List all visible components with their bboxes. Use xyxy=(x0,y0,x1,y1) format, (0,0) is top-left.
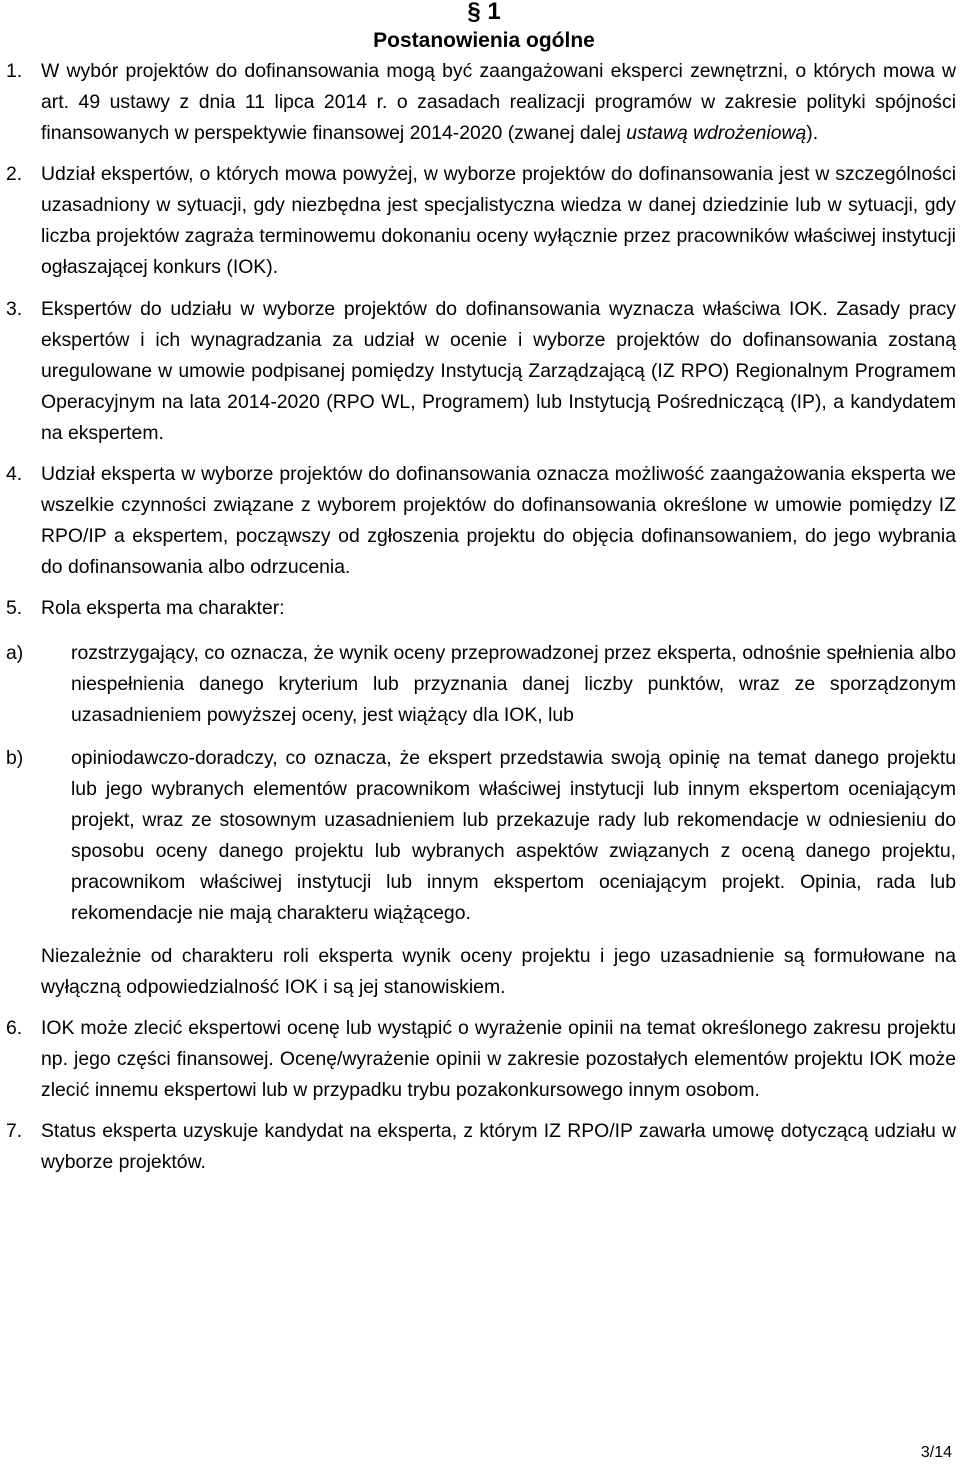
list-item-5 xyxy=(6,593,956,624)
section-title: Postanowienia ogólne xyxy=(373,29,595,52)
list-item-4 xyxy=(6,459,956,583)
item-number: 2. xyxy=(6,163,23,185)
item-text: Ekspertów do udziału w wyborze projektów do dofinansowania wyznacza właściwa IOK. Zasady pracy ekspertów i ich wynagradzania za udział w ocenie i wyborze projektów do dofinansowania zostaną uregulowane w umowie podpisanej pomiędzy Instytucją Zarządzającą (IZ RPO) Regionalnym Programem Operacyjnym na lata 2014-2020 (RPO WL, Programem) lub Instytucją Pośredniczącą (IP), a kandydatem na ekspertem. xyxy=(41,298,956,444)
item-number: 6. xyxy=(6,1017,23,1039)
item-number: 7. xyxy=(6,1120,23,1142)
sub-item-label: b) xyxy=(6,747,24,769)
item-text-end: ). xyxy=(806,122,819,144)
item-text: Udział eksperta w wyborze projektów do dofinansowania oznacza możliwość zaangażowania eksperta we wszelkie czynności związane z wyborem projektów do dofinansowania określone w umowie pomiędzy IZ RPO/IP a ekspertem, począwszy od zgłoszenia projektu do objęcia dofinansowaniem, do jego wybrania do dofinansowania albo odrzucenia. xyxy=(41,463,956,578)
item-text: IOK może zlecić ekspertowi ocenę lub wystąpić o wyrażenie opinii na temat określonego zakresu projektu np. jego części finansowej. Ocenę/wyrażenie opinii w zakresie pozostałych elementów projektu IOK może zlecić innemu ekspertowi lub w przypadku trybu pozakonkursowego innym osobom. xyxy=(41,1017,956,1101)
item-text: Rola eksperta ma charakter: xyxy=(41,597,285,619)
closing-paragraph: Niezależnie od charakteru roli eksperta wynik oceny projektu i jego uzasadnienie są formułowane na wyłączną odpowiedzialność IOK i są jej stanowiskiem. xyxy=(41,945,956,998)
list-item-6 xyxy=(6,1013,956,1106)
section-number: § 1 xyxy=(467,0,501,25)
item-number: 1. xyxy=(6,60,23,82)
item-italic-text: ustawą wdrożeniową xyxy=(626,122,807,144)
item-text: W wybór projektów do dofinansowania mogą być zaangażowani eksperci zewnętrzni, o których mowa w art. 49 ustawy z dnia 11 lipca 2014 r. o zasadach realizacji programów w zakresie polityki spójności finansowanych w perspektywie finansowej 2014-2020 (zwanej dalej xyxy=(41,60,956,144)
document-body xyxy=(6,56,956,1188)
sub-item-label: a) xyxy=(6,642,24,664)
sub-item-text: opiniodawczo-doradczy, co oznacza, że ekspert przedstawia swoją opinię na temat danego projektu lub jego wybranych elementów pracownikom właściwej instytucji lub innym ekspertom oceniającym projekt, wraz ze stosownym uzasadnieniem lub przekazuje rady lub rekomendacje w odniesieniu do sposobu oceny danego projektu lub wybranych aspektów związanych z oceną danego projektu, pracownikom właściwej instytucji lub innym ekspertom oceniającym projekt. Opinia, rada lub rekomendacje nie mają charakteru wiążącego. xyxy=(71,747,956,924)
list-item-3 xyxy=(6,294,956,449)
list-item-1 xyxy=(6,56,956,149)
item-text: Status eksperta uzyskuje kandydat na eksperta, z którym IZ RPO/IP zawarła umowę dotyczącą udziału w wyborze projektów. xyxy=(41,1120,956,1173)
sub-item-a xyxy=(6,638,956,731)
sub-item-b xyxy=(6,743,956,929)
list-item-7 xyxy=(6,1116,956,1178)
list-item-2 xyxy=(6,159,956,283)
sub-item-text: rozstrzygający, co oznacza, że wynik oceny przeprowadzonej przez eksperta, odnośnie spełnienia albo niespełnienia danego kryterium lub przyznania danej liczby punktów, wraz ze sporządzonym uzasadnieniem powyższej oceny, jest wiążący dla IOK, lub xyxy=(71,642,956,726)
item-text: Udział ekspertów, o których mowa powyżej, w wyborze projektów do dofinansowania jest w szczególności uzasadniony w sytuacji, gdy niezbędna jest specjalistyczna wiedza w danej dziedzinie lub w sytuacji, gdy liczba projektów zagraża terminowemu dokonaniu oceny wyłącznie przez pracowników właściwej instytucji ogłaszającej konkurs (IOK). xyxy=(41,163,956,278)
item-number: 3. xyxy=(6,298,23,320)
item-number: 5. xyxy=(6,597,23,619)
page-number: 3/14 xyxy=(920,1444,952,1461)
item-number: 4. xyxy=(6,463,23,485)
